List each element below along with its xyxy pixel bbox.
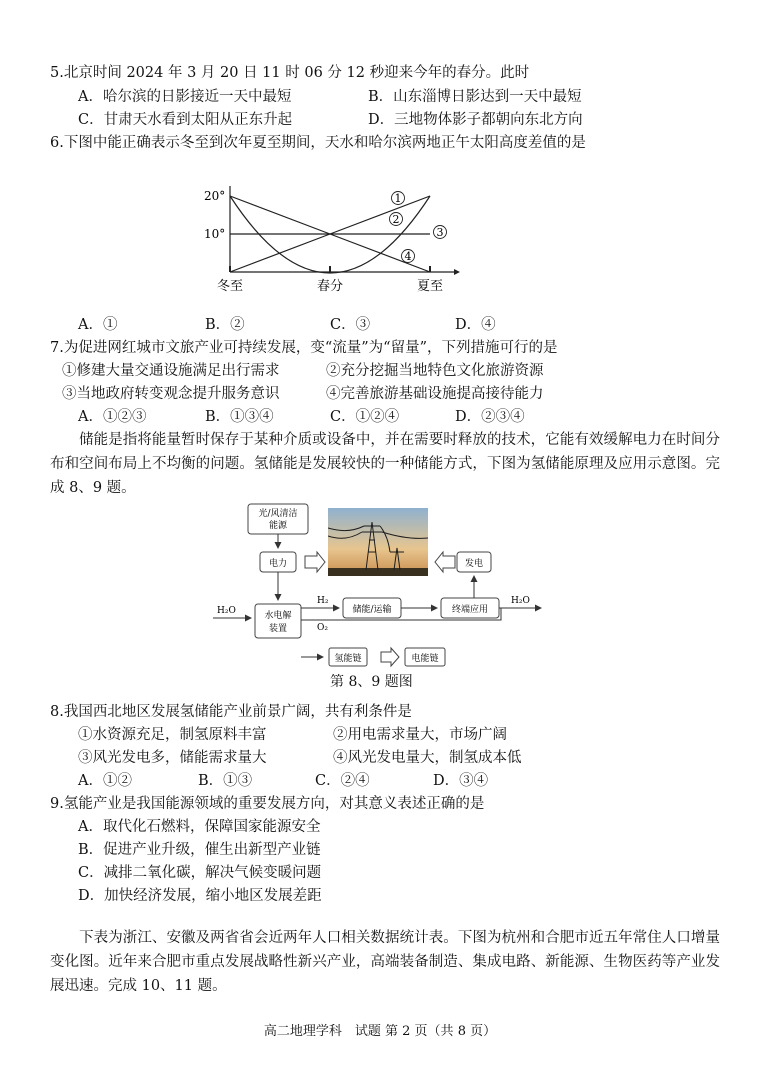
diagram-caption: 第 8、9 题图 (330, 674, 413, 690)
q8-option-a: A．①② (78, 773, 132, 789)
q5-option-d: D．三地物体影子都朝向东北方向 (368, 112, 583, 128)
hydrogen-chain-legend: 氢能链 (334, 654, 362, 664)
clean-energy-label-1: 光/风清洁 (258, 509, 298, 519)
q9-option-b: B．促进产业升级，催生出新型产业链 (78, 842, 321, 858)
q8-item-3: ③风光发电多，储能需求量大 (78, 750, 267, 766)
x-tick-label: 冬至 (216, 279, 244, 294)
q7-option-d: D．②③④ (455, 409, 525, 425)
generate-box: 发电 (464, 559, 484, 569)
q8-item-1: ①水资源充足，制氢原料丰富 (78, 727, 267, 743)
q5-stem: 5.北京时间 2024 年 3 月 20 日 11 时 06 分 12 秒迎来今年的春分。此时 (50, 65, 530, 81)
series-label: 3 (436, 226, 444, 239)
q9-option-c: C．减排二氧化碳，解决气候变暖问题 (78, 865, 322, 881)
series-label: 2 (392, 213, 400, 226)
q5-option-c: C．甘肃天水看到太阳从正东升起 (78, 112, 293, 128)
o2-label: O₂ (317, 623, 328, 633)
q7-option-a: A．①②③ (78, 409, 147, 425)
q6-option-c: C．③ (330, 317, 371, 333)
q5-option-a: A．哈尔滨的日影接近一天中最短 (78, 89, 292, 105)
intro-q10-q11: 下表为浙江、安徽及两省省会近两年人口相关数据统计表。下图为杭州和合肥市近五年常住人口增量变化图。近年来合肥市重点发展战略性新兴产业，高端装备制造、集成电路、新能源、生物医药等产业发展迅速。完成 10、11 题。 (50, 930, 720, 994)
q5-option-b: B．山东淄博日影达到一天中最短 (368, 89, 582, 105)
terminal-box: 终端应用 (451, 605, 489, 615)
q8-option-d: D．③④ (433, 773, 489, 789)
h2o-output: H₂O (511, 596, 530, 606)
q9-option-a: A．取代化石燃料，保障国家能源安全 (78, 819, 321, 835)
storage-box: 储能/运输 (352, 605, 392, 615)
q6-option-a: A．① (78, 317, 118, 333)
q9-option-d: D．加快经济发展，缩小地区发展差距 (78, 888, 322, 904)
q7-stem: 7.为促进网红城市文旅产业可持续发展，变“流量”为“留量”，下列措施可行的是 (50, 340, 558, 356)
power-tower-photo (328, 508, 428, 576)
h2-label: H₂ (317, 596, 329, 606)
y-tick-label: 20° (204, 189, 226, 203)
power-box: 电力 (268, 559, 288, 569)
q8-stem: 8.我国西北地区发展氢储能产业前景广阔，共有利条件是 (50, 704, 412, 720)
x-axis-arrow (454, 269, 460, 275)
electrolysis-label-2: 装置 (268, 624, 288, 634)
h2o-input: H₂O (217, 606, 236, 616)
q6-stem: 6.下图中能正确表示冬至到次年夏至期间，天水和哈尔滨两地正午太阳高度差值的是 (50, 135, 586, 151)
q8-item-2: ②用电需求量大，市场广阔 (333, 727, 507, 743)
page-footer: 高二地理学科 试题 第 2 页（共 8 页） (263, 1024, 497, 1039)
q6-option-b: B．② (205, 317, 245, 333)
q8-option-c: C．②④ (315, 773, 370, 789)
intro-q8-q9: 储能是指将能量暂时保存于某种介质或设备中，并在需要时释放的技术，它能有效缓解电力在时间分布和空间布局上不均衡的问题。氢储能是发展较快的一种储能方式，下图为氢储能原理及应用示意图。完成 8、9 题。 (50, 432, 720, 496)
electrolysis-label-1: 水电解 (264, 611, 292, 621)
q8-option-b: B．①③ (198, 773, 253, 789)
series-label: 4 (404, 250, 412, 263)
clean-energy-label-2: 能源 (268, 521, 288, 531)
q9-stem: 9.氢能产业是我国能源领域的重要发展方向，对其意义表述正确的是 (50, 796, 485, 812)
x-tick-label: 夏至 (416, 279, 444, 294)
q7-item-2: ②充分挖掘当地特色文化旅游资源 (326, 363, 544, 379)
q8-item-4: ④风光发电量大，制氢成本低 (333, 750, 522, 766)
sun-angle-chart (190, 180, 470, 300)
q7-option-c: C．①②④ (330, 409, 400, 425)
electric-chain-legend: 电能链 (411, 654, 439, 664)
y-tick-label: 10° (204, 227, 226, 241)
q7-item-4: ④完善旅游基础设施提高接待能力 (326, 386, 544, 402)
series-label: 1 (394, 192, 402, 205)
q6-option-d: D．④ (455, 317, 496, 333)
q7-item-1: ①修建大量交通设施满足出行需求 (62, 363, 280, 379)
q7-option-b: B．①③④ (205, 409, 274, 425)
x-tick-label: 春分 (316, 279, 344, 294)
q7-item-3: ③当地政府转变观念提升服务意识 (62, 386, 280, 402)
